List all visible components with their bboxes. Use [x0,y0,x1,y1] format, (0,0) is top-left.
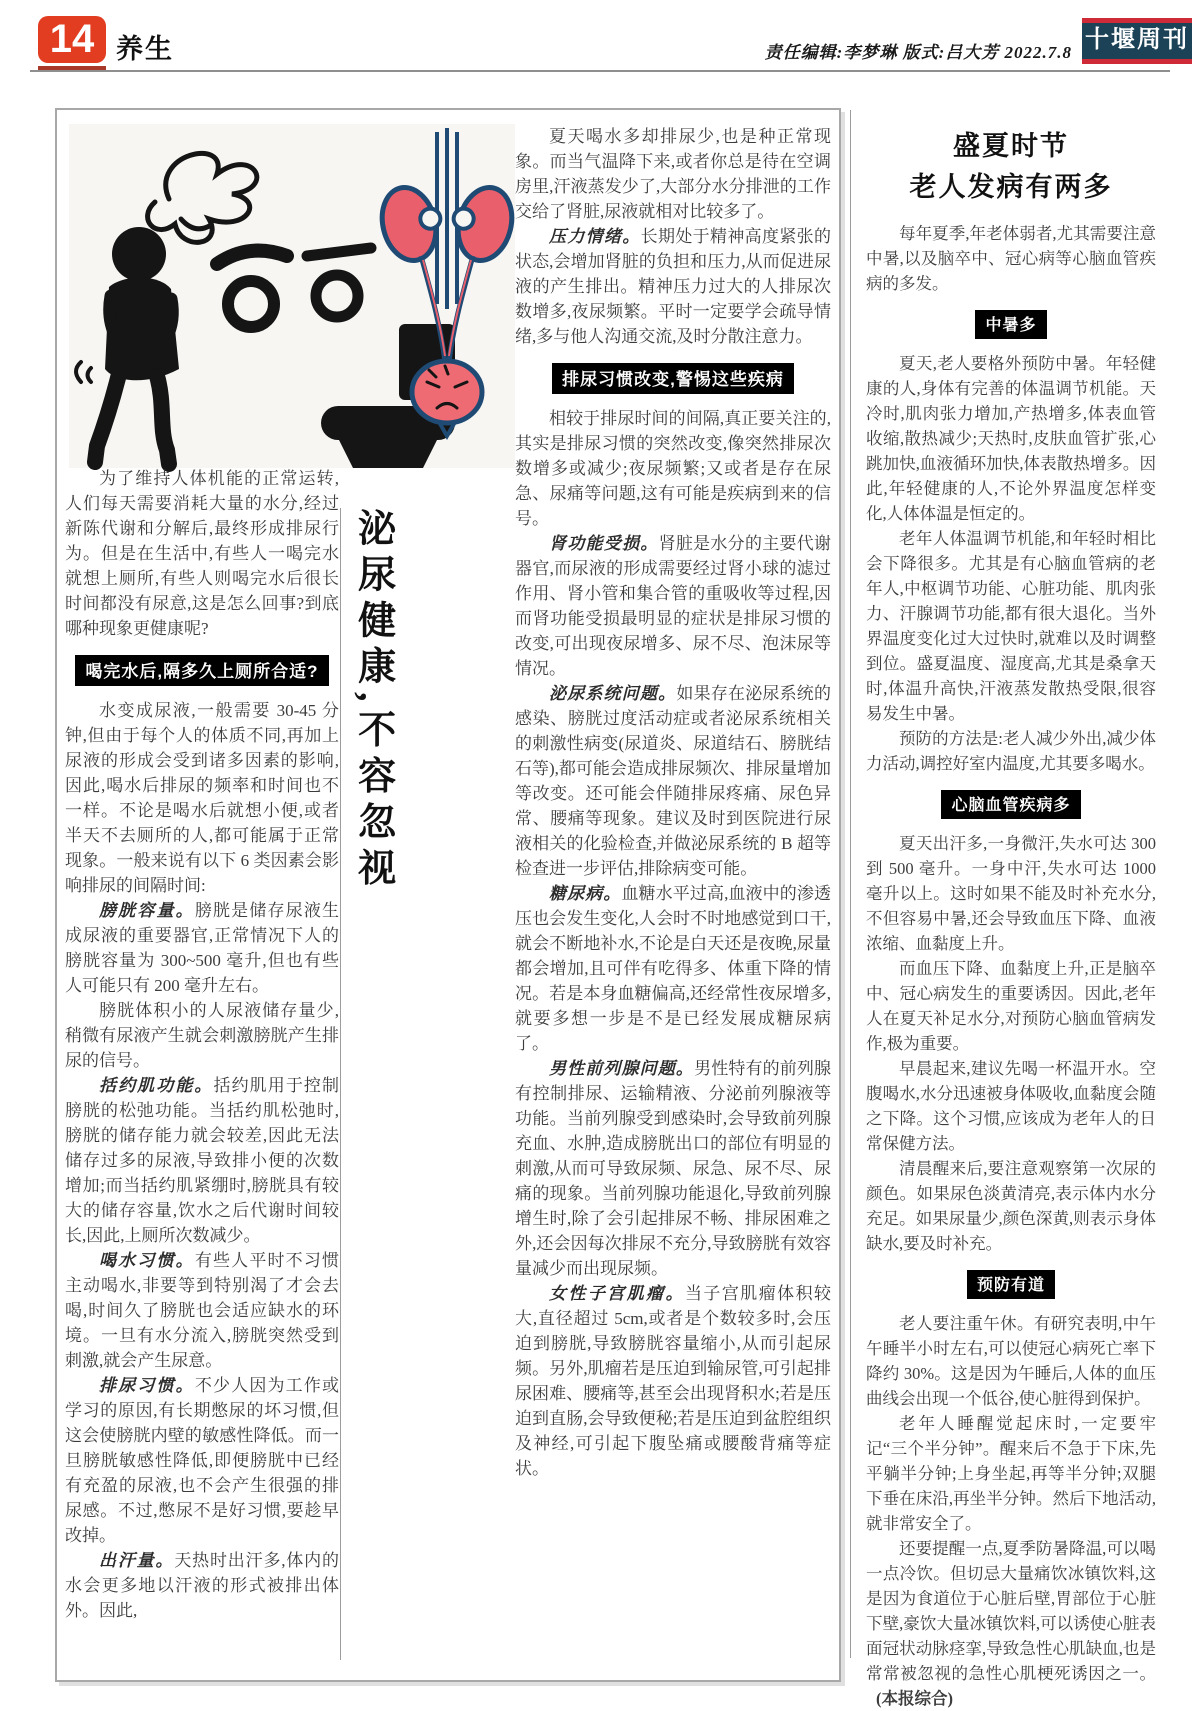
lead-in: 肾功能受损。 [549,534,659,553]
column-1 [65,466,339,1666]
header-divider [30,70,1170,72]
paragraph-text: 肾脏是水分的主要代谢器官,而尿液的形成需要经过肾小球的滤过作用、肾小管和集合管的重吸收等过程,因而肾功能受损最明显的症状是排尿习惯的改变,可出现夜尿增多、尿不尽、泡沫尿等情况。 [515,534,832,678]
lead-in: 男性前列腺问题。 [549,1059,695,1078]
paragraph [515,1056,831,1281]
paragraph: 老人要注重午休。有研究表明,中午午睡半小时左右,可以使冠心病死亡率下降约 30%。这是因为午睡后,人体的血压曲线会出现一个低谷,使心脏得到保护。 [866,1314,1156,1408]
paragraph-text: 天热时出汗多,体内的水会更多地以汗液的形式被排出体外。因此, [65,1551,340,1620]
side-article-title [866,126,1156,207]
article-illustration [69,124,515,468]
column-divider [340,508,341,1660]
paragraph-text: 还要提醒一点,夏季防暑降温,可以喝一点冷饮。但切忌大量痛饮冰镇饮料,这是因为食道位于心脏后壁,胃部位于心脏下壁,豪饮大量冰镇饮料,可以诱使心脏表面冠状动脉痉挛,导致急性心肌缺血,也是常常被忽视的急性心肌梗死诱因之一。 [866,1539,1156,1683]
paragraph [866,1536,1156,1711]
paragraph [65,1548,339,1623]
section-heading: 预防有道 [967,1270,1055,1299]
paragraph [515,681,831,881]
section-heading: 心脑血管疾病多 [941,790,1080,819]
paragraph [65,1373,339,1548]
section-heading: 喝完水后,隔多久上厕所合适? [75,655,328,686]
page-number-badge: 14 [38,16,106,63]
paragraph: 膀胱体积小的人尿液储存量少,稍微有尿液产生就会刺激膀胱产生排尿的信号。 [65,1001,339,1070]
lead-in: 括约肌功能。 [99,1076,214,1095]
paragraph [515,881,831,1056]
paragraph-text: 膀胱是储存尿液生成尿液的重要器官,正常情况下人的膀胱容量为 300~500 毫升,但也有些人可能只有 200 毫升左右。 [65,901,340,995]
side-title-line2: 老人发病有两多 [909,171,1113,202]
side-title-line1: 盛夏时节 [953,131,1069,161]
frustration-scribble-icon [148,153,257,242]
paragraph-text: 如果存在泌尿系统的感染、膀胱过度活动症或者泌尿系统相关的刺激性病变(尿道炎、尿道结石、膀胱结石等),都可能会造成排尿频次、排尿量增加等改变。还可能会伴随排尿疼痛、尿色异常、腰痛等现象。建议及时到医院进行尿液相关的化验检查,并做泌尿系统的 B 超等检查进一步评估,排除病变可能。 [515,684,832,878]
main-article-box [55,108,841,1682]
paragraph [65,898,339,998]
paragraph [65,1073,339,1248]
lead-in: 女性子宫肌瘤。 [549,1284,685,1303]
section-heading: 排尿习惯改变,警惕这些疾病 [552,363,794,394]
byline: (本报综合) [876,1689,953,1708]
paragraph: 而血压下降、血黏度上升,正是脑卒中、冠心病发生的重要诱因。因此,老年人在夏天补足水分,对预防心脑血管病发作,极为重要。 [866,959,1156,1053]
paragraph-text: 不少人因为工作或学习的原因,有长期憋尿的坏习惯,但这会使膀胱内壁的敏感性降低。而一旦膀胱敏感性降低,即便膀胱中已经有充盈的尿液,也不会产生很强的排尿感。不过,憋尿不是好习惯,要趁早改掉。 [65,1376,340,1545]
kidney-bladder-diagram [375,128,519,436]
paragraph: 水变成尿液,一般需要 30-45 分钟,但由于每个人的体质不同,再加上尿液的形成会受到诸多因素的影响,因此,喝水后排尿的频率和时间也不一样。不论是喝水后就想小便,或者半天不去厕所的人,都可能属于正常现象。一般来说有以下 6 类因素会影响排尿的间隔时间: [65,701,339,895]
paragraph-text: 血糖水平过高,血液中的渗透压也会发生变化,人会时不时地感觉到口干,就会不断地补水,不论是白天还是夜晚,尿量都会增加,且可伴有吃得多、体重下降的情况。若是本身血糖偏高,还经常性夜尿增多,就要多想一步是不是已经发展成糖尿病了。 [515,884,831,1053]
paragraph: 夏天喝水多却排尿少,也是种正常现象。而当气温降下来,或者你总是待在空调房里,汗液蒸发少了,大部分水分排泄的工作交给了肾脏,尿液就相对比较多了。 [515,127,831,221]
lead-in: 泌尿系统问题。 [549,684,677,703]
paragraph: 每年夏季,年老体弱者,尤其需要注意中暑,以及脑卒中、冠心病等心脑血管疾病的多发。 [866,224,1156,293]
paragraph-text: 男性特有的前列腺有控制排尿、运输精液、分泌前列腺液等功能。当前列腺受到感染时,会导致前列腺充血、水肿,造成膀胱出口的部位有明显的刺激,从而可导致尿频、尿急、尿不尽、尿痛的现象。当前列腺功能退化,导致前列腺增生时,除了会引起排尿不畅、排尿困难之外,还会因每次排尿不充分,导致膀胱有效容量减少而出现尿频。 [515,1059,832,1278]
paragraph: 预防的方法是:老人减少外出,减少体力活动,调控好室内温度,尤其要多喝水。 [866,729,1156,773]
section-label: 养生 [116,34,174,64]
lead-in: 膀胱容量。 [99,901,195,920]
lead-in: 喝水习惯。 [99,1251,195,1270]
paragraph [515,224,831,349]
paragraph-text: 长期处于精神高度紧张的状态,会增加肾脏的负担和压力,从而促进尿液的产生排出。精神压力过大的人排尿次数增多,夜尿频繁。平时一定要学会疏导情绪,多与他人沟通交流,及时分散注意力。 [515,227,832,346]
lead-in: 出汗量。 [99,1551,175,1570]
side-article-divider [850,110,851,1658]
paragraph [515,531,831,681]
header-divider-accent [38,66,106,70]
main-article-title: 泌尿健康,不容忽视 [351,508,394,894]
paragraph-text: 有些人平时不习惯主动喝水,非要等到特别渴了才会去喝,时间久了膀胱也会适应缺水的环境。一旦有水分流入,膀胱突然受到刺激,就会产生尿意。 [65,1251,340,1370]
person-needing-toilet-icon [76,227,179,464]
paragraph [65,1248,339,1373]
paragraph: 清晨醒来后,要注意观察第一次尿的颜色。如果尿色淡黄清亮,表示体内水分充足。如果尿量少,颜色深黄,则表示身体缺水,要及时补充。 [866,1159,1156,1253]
paragraph: 老年人体温调节机能,和年轻时相比会下降很多。尤其是有心脑血管病的老年人,中枢调节功能、心脏功能、肌肉张力、汗腺调节功能,都有很大退化。当外界温度变化过大过快时,就难以及时调整到位。盛夏温度、湿度高,尤其是桑拿天时,体温升高快,汗液蒸发散热受限,很容易发生中暑。 [866,529,1156,723]
paragraph-text: 当子宫肌瘤体积较大,直径超过 5cm,或者是个数较多时,会压迫到膀胱,导致膀胱容量缩小,从而引起尿频。另外,肌瘤若是压迫到输尿管,可引起排尿困难、腰痛等,甚至会出现肾积水;若是压迫到直肠,会导致便秘;若是压迫到盆腔组织及神经,可引起下腹坠痛或腰酸背痛等症状。 [515,1284,831,1478]
paragraph: 相较于排尿时间的间隔,真正要关注的,其实是排尿习惯的突然改变,像突然排尿次数增多或减少;夜尿频繁;又或者是存在尿急、尿痛等问题,这有可能是疾病到来的信号。 [515,409,831,528]
lead-in: 压力情绪。 [549,227,641,246]
paragraph: 夏天出汗多,一身微汗,失水可达 300 到 500 毫升。一身中汗,失水可达 1000 毫升以上。这时如果不能及时补充水分,不但容易中暑,还会导致血压下降、血液浓缩、血黏度上升。 [866,834,1156,953]
editor-info: 责任编辑:李梦琳 版式:吕大芳 2022.7.8 [764,43,1072,62]
lead-in: 排尿习惯。 [99,1376,195,1395]
masthead-logo: 十堰周刊 [1082,18,1192,64]
paragraph: 夏天,老人要格外预防中暑。年轻健康的人,身体有完善的体温调节机能。天冷时,肌肉张力增加,产热增多,体表血管收缩,散热减少;天热时,皮肤血管扩张,心跳加快,血液循环加快,体表散热增多。因此,年轻健康的人,不论外界温度怎样变化,人体体温是恒定的。 [866,354,1156,523]
paragraph: 为了维持人体机能的正常运转,人们每天需要消耗大量的水分,经过新陈代谢和分解后,最终形成排尿行为。但是在生活中,有些人一喝完水就想上厕所,有些人则喝完水后很长时间都没有尿意,这是怎么回事?到底哪种现象更健康呢? [65,469,339,638]
section-heading: 中暑多 [975,310,1046,339]
lead-in: 糖尿病。 [549,884,622,903]
illustration-svg [69,124,515,468]
paragraph [515,1281,831,1481]
column-2 [515,124,831,1672]
paragraph: 早晨起来,建议先喝一杯温开水。空腹喝水,水分迅速被身体吸收,血黏度会随之下降。这个习惯,应该成为老年人的日常保健方法。 [866,1059,1156,1153]
paragraph: 老年人睡醒觉起床时,一定要牢记“三个半分钟”。醒来后不急于下床,先平躺半分钟;上身坐起,再等半分钟;双腿下垂在床沿,再坐半分钟。然后下地活动,就非常安全了。 [866,1414,1156,1533]
paragraph-text: 括约肌用于控制膀胱的松弛功能。当括约肌松弛时,膀胱的储存能力就会较差,因此无法储存过多的尿液,导致排小便的次数增加;而当括约肌紧绷时,膀胱具有较大的储存容量,饮水之后代谢时间较长,因此,上厕所次数减少。 [65,1076,339,1245]
side-article [866,122,1156,1708]
angry-eyes-icon [217,248,371,327]
